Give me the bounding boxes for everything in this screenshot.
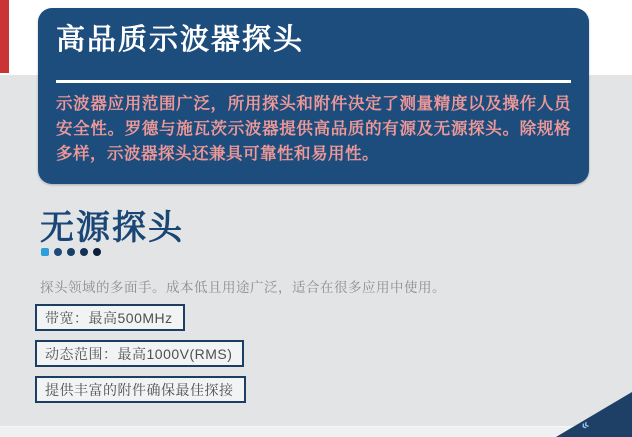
dot [80,248,88,256]
page-footer-band [0,426,632,437]
dot [93,248,101,256]
section-dots [41,248,101,256]
page-title: 高品质示波器探头 [56,24,305,56]
corner-fold[interactable] [556,392,632,437]
spec-list [35,304,246,403]
hero-divider [56,80,571,83]
spec-box: 提供丰富的附件确保最佳探接 [35,376,246,403]
section-intro-text: 探头领域的多面手。成本低且用途广泛，适合在很多应用中使用。 [40,280,446,295]
corner-chevron-icon: « [577,416,592,433]
dot [67,248,75,256]
hero-description: 示波器应用范围广泛，所用探头和附件决定了测量精度以及操作人员安全性。罗德与施瓦茨示波器提供高品质的有源及无源探头。除规格多样，示波器探头还兼具可靠性和易用性。 [56,95,571,163]
dot [41,248,49,256]
hero-card [38,8,589,184]
dot [54,248,62,256]
red-accent-strip [0,0,9,73]
spec-box: 动态范围：最高1000V(RMS) [35,340,244,367]
section-title-passive-probes: 无源探头 [40,209,184,247]
spec-box: 带宽：最高500MHz [35,304,185,331]
